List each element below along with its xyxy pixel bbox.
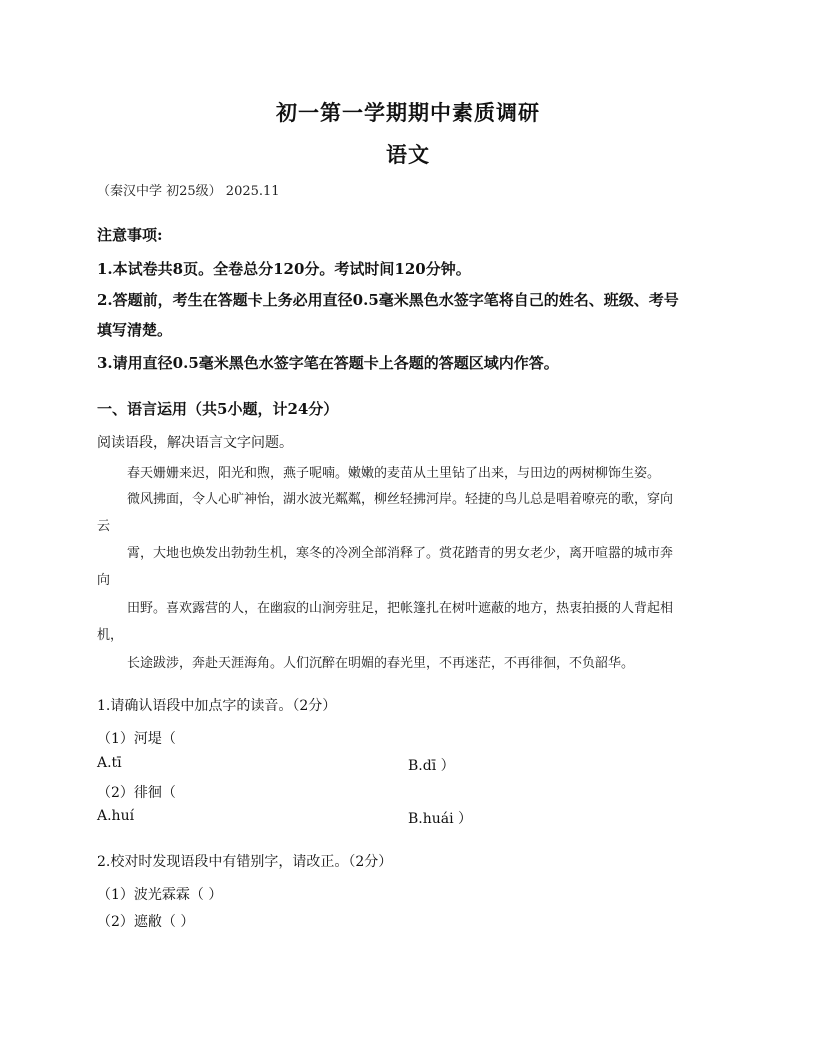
section-intro: 阅读语段，解决语言文字问题。 [97,435,293,451]
notice-item-2: 2.答题前，考生在答题卡上务必用直径0.5毫米黑色水签字笔将自己的姓名、班级、考号 [97,291,679,309]
passage-line: 春天姗姗来迟，阳光和煦，燕子呢喃。嫩嫩的麦苗从土里钻了出来，与田边的两树柳饰生姿。 [127,466,661,481]
question-1-sub-1: （1）河堤（ [97,731,176,747]
exam-subject: 语文 [386,142,430,167]
passage-line: 向 [97,573,111,588]
notice-item-1: 1.本试卷共8页。全卷总分120分。考试时间120分钟。 [97,260,471,278]
question-2-sub-1: （1）波光霖霖（ ） [97,887,223,903]
passage-line: 霄，大地也焕发出勃勃生机，寒冬的冷冽全部消释了。赏花踏青的男女老少，离开喧嚣的城市奔 [127,546,674,561]
section-title: 一、语言运用（共5小题，计24分） [97,400,339,418]
notice-heading: 注意事项: [97,226,163,244]
question-1-sub-2-option-b: B.huái ） [408,811,473,827]
passage-line: 机， [97,628,124,643]
notice-item-3: 3.请用直径0.5毫米黑色水签字笔在答题卡上各题的答题区域内作答。 [97,354,559,372]
passage-line: 微风拂面，令人心旷神怡，湖水波光粼粼，柳丝轻拂河岸。轻捷的鸟儿总是唱着嘹亮的歌，穿向 [127,492,674,507]
passage-line: 云 [97,519,111,534]
notice-item-2-cont: 填写清楚。 [97,321,173,339]
question-2-stem: 2.校对时发现语段中有错别字，请改正。（2分） [97,854,393,870]
passage-line: 长途跋涉，奔赴天涯海角。人们沉醉在明媚的春光里，不再迷茫，不再徘徊，不负韶华。 [127,656,635,671]
question-1-sub-1-option-a: A.tī [97,755,122,771]
question-1-sub-2-option-a: A.huí [97,808,135,824]
exam-title: 初一第一学期期中素质调研 [276,100,540,125]
question-1-sub-1-option-b: B.dī ） [408,758,455,774]
question-1-sub-2: （2）徘徊（ [97,785,176,801]
question-1-stem: 1.请确认语段中加点字的读音。（2分） [97,698,337,714]
school-line: （秦汉中学 初25级） 2025.11 [97,184,280,199]
passage-line: 田野。喜欢露营的人，在幽寂的山涧旁驻足，把帐篷扎在树叶遮蔽的地方，热衷拍摄的人背起相 [127,601,674,616]
question-2-sub-2: （2）遮敝（ ） [97,914,195,930]
